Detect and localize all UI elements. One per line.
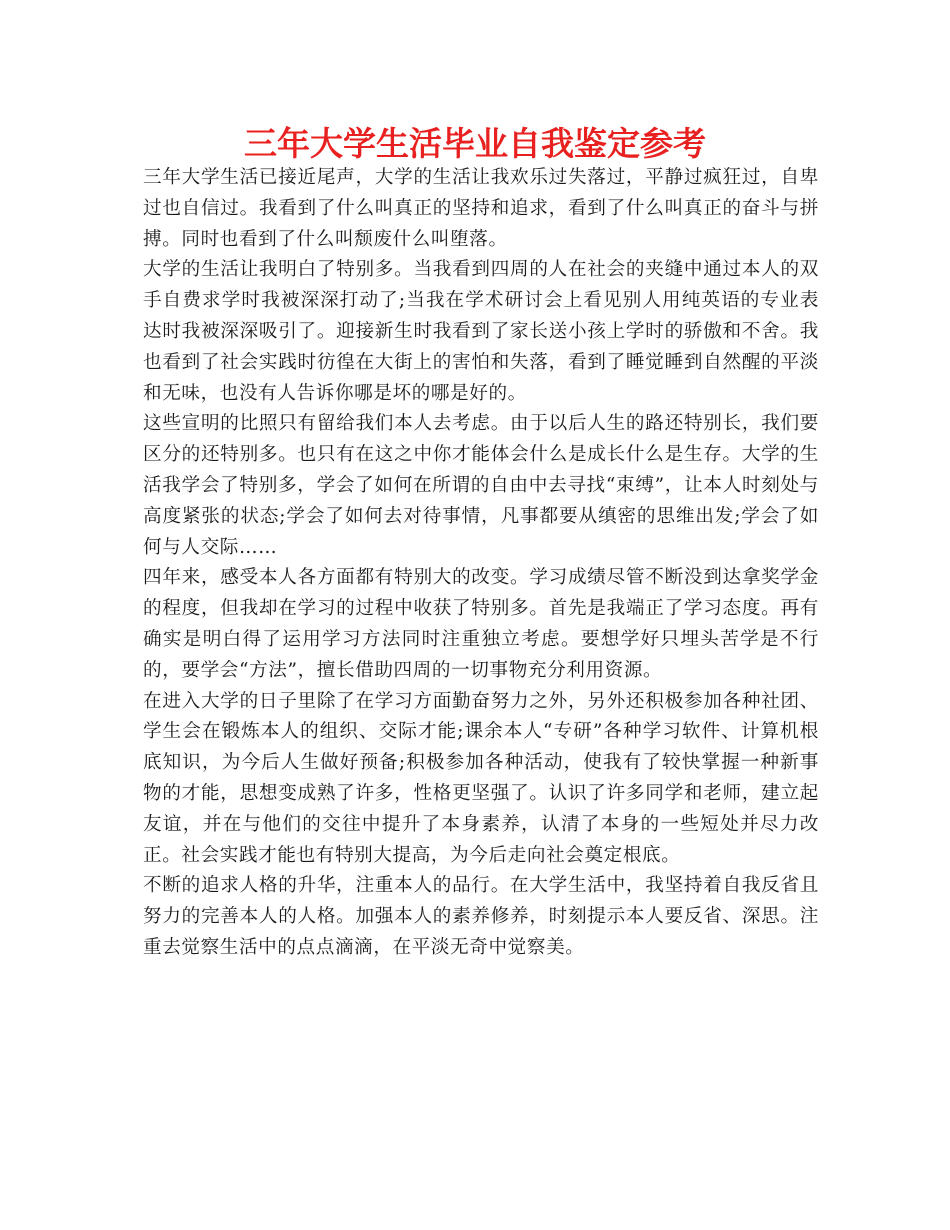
paragraph-6: 不断的追求人格的升华，注重本人的品行。在大学生活中，我坚持着自我反省且努力的完善本人的人格。加强本人的素养修养，时刻提示本人要反省、深思。注重去觉察生活中的点点滴滴，在平淡无奇中觉察美。 bbox=[143, 875, 819, 958]
paragraph-1: 三年大学生活已接近尾声，大学的生活让我欢乐过失落过，平静过疯狂过，自卑过也自信过。我看到了什么叫真正的坚持和追求，看到了什么叫真正的奋斗与拼搏。同时也看到了什么叫颓废什么叫堕落。 bbox=[143, 167, 819, 250]
document-body bbox=[143, 163, 819, 964]
paragraph-2: 大学的生活让我明白了特别多。当我看到四周的人在社会的夹缝中通过本人的双手自费求学时我被深深打动了;当我在学术研讨会上看见别人用纯英语的专业表达时我被深深吸引了。迎接新生时我看到了家长送小孩上学时的骄傲和不舍。我也看到了社会实践时彷徨在大街上的害怕和失落，看到了睡觉睡到自然醒的平淡和无味，也没有人告诉你哪是坏的哪是好的。 bbox=[143, 259, 819, 404]
paragraph-4: 四年来，感受本人各方面都有特别大的改变。学习成绩尽管不断没到达拿奖学金的程度，但我却在学习的过程中收获了特别多。首先是我端正了学习态度。再有确实是明白得了运用学习方法同时注重独立考虑。要想学好只埋头苦学是不行的，要学会“方法”，擅长借助四周的一切事物充分利用资源。 bbox=[143, 567, 819, 681]
paragraph-3: 这些宣明的比照只有留给我们本人去考虑。由于以后人生的路还特别长，我们要区分的还特别多。也只有在这之中你才能体会什么是成长什么是生存。大学的生活我学会了特别多，学会了如何在所谓的自由中去寻找“束缚”，让本人时刻处与高度紧张的状态;学会了如何去对待事情，凡事都要从缜密的思维出发;学会了如何与人交际…… bbox=[143, 413, 819, 558]
paragraph-5: 在进入大学的日子里除了在学习方面勤奋努力之外，另外还积极参加各种社团、学生会在锻炼本人的组织、交际才能;课余本人“专研”各种学习软件、计算机根底知识，为今后人生做好预备;积极参加各种活动，使我有了较快掌握一种新事物的才能，思想变成熟了许多，性格更坚强了。认识了许多同学和老师，建立起友谊，并在与他们的交往中提升了本身素养，认清了本身的一些短处并尽力改正。社会实践才能也有特别大提高，为今后走向社会奠定根底。 bbox=[143, 690, 819, 866]
document-title: 三年大学生活毕业自我鉴定参考 bbox=[244, 124, 706, 163]
